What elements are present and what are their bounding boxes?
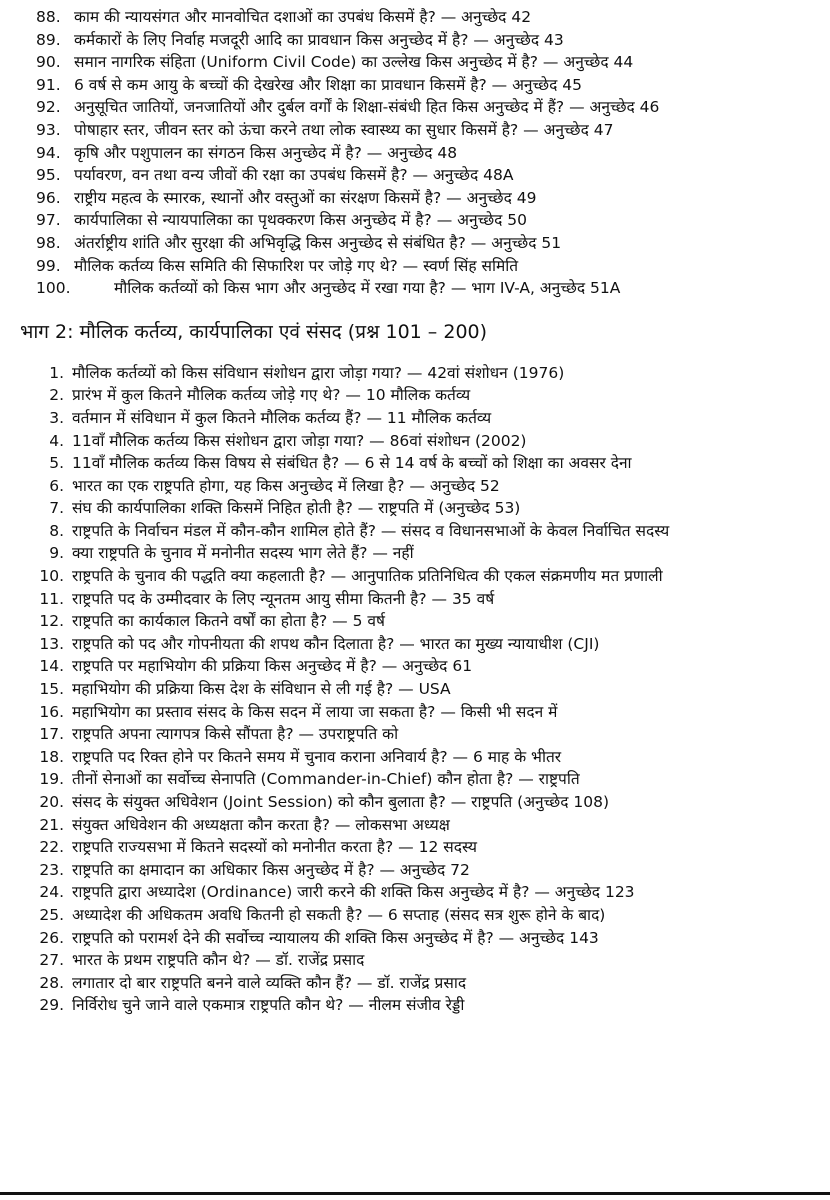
list-item [0,791,830,814]
item-text: संघ की कार्यपालिका शक्ति किसमें निहित होती है? — राष्ट्रपति में (अनुच्छेद 53) [72,499,521,518]
list-item [0,610,830,633]
list-item [0,881,830,904]
item-text: अनुसूचित जातियों, जनजातियों और दुर्बल वर्गों के शिक्षा-संबंधी हित किस अनुच्छेद में हैं? — अनुच्छेद 46 [74,98,660,117]
item-number: 88. [36,8,61,26]
item-number: 90. [36,53,61,72]
item-number: 11. [39,589,64,608]
item-text: प्रारंभ में कुल कितने मौलिक कर्तव्य जोड़े गए थे? — 10 मौलिक कर्तव्य [72,386,471,405]
item-text: मौलिक कर्तव्य किस समिति की सिफारिश पर जोड़े गए थे? — स्वर्ण सिंह समिति [74,256,519,275]
list-item [0,746,830,769]
item-text: पोषाहार स्तर, जीवन स्तर को ऊंचा करने तथा लोक स्वास्थ्य का सुधार किसमें है? — अनुच्छेद 47 [74,120,614,139]
list-item [0,29,830,52]
item-number: 98. [36,233,61,252]
list-item [0,255,830,278]
item-text: राष्ट्रपति को पद और गोपनीयता की शपथ कौन दिलाता है? — भारत का मुख्य न्यायाधीश (CJI) [72,634,600,653]
item-text: संसद के संयुक्त अधिवेशन (Joint Session) को कौन बुलाता है? — राष्ट्रपति (अनुच्छेद 108) [72,793,610,811]
item-text: महाभियोग का प्रस्ताव संसद के किस सदन में लाया जा सकता है? — किसी भी सदन में [72,702,558,721]
item-text: क्या राष्ट्रपति के चुनाव में मनोनीत सदस्य भाग लेते हैं? — नहीं [72,544,414,563]
item-text: मौलिक कर्तव्यों को किस संविधान संशोधन द्वारा जोड़ा गया? — 42वां संशोधन (1976) [72,363,565,382]
item-number: 93. [36,120,61,139]
item-number: 24. [39,883,64,902]
item-number: 25. [39,905,64,924]
list-item [0,904,830,927]
question-list-section [0,362,830,1017]
item-number: 21. [39,815,64,834]
item-number: 16. [39,702,64,721]
list-item [0,836,830,859]
list-item [0,74,830,97]
item-number: 6. [49,476,64,495]
item-text: निर्विरोध चुने जाने वाले एकमात्र राष्ट्रपति कौन थे? — नीलम संजीव रेड्डी [72,996,465,1015]
item-number: 89. [36,30,61,49]
document-page [0,6,830,1017]
list-item [0,814,830,837]
item-number: 7. [49,499,64,518]
list-item [0,452,830,475]
list-item [0,277,830,300]
item-text: 11वाँ मौलिक कर्तव्य किस विषय से संबंधित है? — 6 से 14 वर्ष के बच्चों को शिक्षा का अवसर देना [72,454,632,473]
item-number: 23. [39,860,64,879]
list-item [0,475,830,498]
item-number: 95. [36,166,61,185]
list-item [0,633,830,656]
item-number: 8. [49,521,64,540]
item-text: पर्यावरण, वन तथा वन्य जीवों की रक्षा का उपबंध किसमें है? — अनुच्छेद 48A [74,166,514,185]
item-number: 29. [39,996,64,1015]
list-item [0,701,830,724]
item-number: 91. [36,75,61,94]
item-number: 28. [39,973,64,992]
section-heading: भाग 2: मौलिक कर्तव्य, कार्यपालिका एवं संसद (प्रश्न 101 – 200) [20,320,488,343]
list-item [0,565,830,588]
item-number: 5. [49,454,64,473]
item-number: 92. [36,98,61,117]
list-item [0,232,830,255]
item-text: राष्ट्रपति को परामर्श देने की सर्वोच्च न्यायालय की शक्ति किस अनुच्छेद में है? — अनुच्छेद 143 [72,928,599,947]
item-number: 2. [49,386,64,405]
item-text: अंतर्राष्ट्रीय शांति और सुरक्षा की अभिवृद्धि किस अनुच्छेद से संबंधित है? — अनुच्छेद 51 [74,233,562,252]
item-text: भारत का एक राष्ट्रपति होगा, यह किस अनुच्छेद में लिखा है? — अनुच्छेद 52 [72,476,500,495]
item-text: कर्मकारों के लिए निर्वाह मजदूरी आदि का प्रावधान किस अनुच्छेद में है? — अनुच्छेद 43 [74,30,564,49]
item-number: 3. [49,408,64,427]
item-number: 27. [39,951,64,970]
item-text: राष्ट्रपति का कार्यकाल कितने वर्षों का होता है? — 5 वर्ष [72,612,385,631]
item-text: काम की न्यायसंगत और मानवोचित दशाओं का उपबंध किसमें है? — अनुच्छेद 42 [74,8,532,26]
list-item [0,588,830,611]
list-item [0,497,830,520]
list-item [0,142,830,165]
item-number: 94. [36,143,61,162]
item-number: 9. [49,544,64,563]
item-text: अध्यादेश की अधिकतम अवधि कितनी हो सकती है? — 6 सप्ताह (संसद सत्र शुरू होने के बाद) [72,905,606,924]
item-number: 13. [39,634,64,653]
item-number: 12. [39,612,64,631]
item-text: राष्ट्रपति अपना त्यागपत्र किसे सौंपता है? — उपराष्ट्रपति को [72,725,399,744]
item-number: 17. [39,725,64,744]
list-item [0,430,830,453]
list-item [0,994,830,1017]
item-text: समान नागरिक संहिता (Uniform Civil Code) का उल्लेख किस अनुच्छेद में है? — अनुच्छेद 44 [74,53,634,72]
list-item [0,972,830,995]
list-item [0,520,830,543]
item-text: राष्ट्रपति द्वारा अध्यादेश (Ordinance) जारी करने की शक्ति किस अनुच्छेद में है? — अनुच्छेद 123 [72,883,635,902]
item-number: 100. [36,279,71,298]
item-text: महाभियोग की प्रक्रिया किस देश के संविधान से ली गई है? — USA [72,680,451,699]
item-text: राष्ट्रपति राज्यसभा में कितने सदस्यों को मनोनीत करता है? — 12 सदस्य [72,838,477,857]
item-number: 22. [39,838,64,857]
list-item [0,209,830,232]
list-item [0,859,830,882]
item-number: 14. [39,657,64,676]
list-item [0,407,830,430]
item-number: 99. [36,256,61,275]
item-text: कार्यपालिका से न्यायपालिका का पृथक्करण किस अनुच्छेद में है? — अनुच्छेद 50 [74,211,528,230]
item-number: 96. [36,188,61,207]
item-text: भारत के प्रथम राष्ट्रपति कौन थे? — डॉ. राजेंद्र प्रसाद [72,951,365,970]
item-text: राष्ट्रीय महत्व के स्मारक, स्थानों और वस्तुओं का संरक्षण किसमें है? — अनुच्छेद 49 [74,188,537,207]
item-number: 97. [36,211,61,230]
item-text: तीनों सेनाओं का सर्वोच्च सेनापति (Commander-in-Chief) कौन होता है? — राष्ट्रपति [72,770,580,789]
list-item [0,927,830,950]
list-item [0,362,830,385]
list-item [0,96,830,119]
item-text: संयुक्त अधिवेशन की अध्यक्षता कौन करता है? — लोकसभा अध्यक्ष [72,815,450,834]
list-item [0,655,830,678]
item-text: मौलिक कर्तव्यों को किस भाग और अनुच्छेद में रखा गया है? — भाग IV-A, अनुच्छेद 51A [114,279,621,298]
list-item [0,6,830,29]
list-item [0,51,830,74]
item-text: राष्ट्रपति पद रिक्त होने पर कितने समय में चुनाव कराना अनिवार्य है? — 6 माह के भीतर [72,747,562,766]
list-item [0,164,830,187]
question-list-top [0,6,830,300]
item-text: 6 वर्ष से कम आयु के बच्चों की देखरेख और शिक्षा का प्रावधान किसमें है? — अनुच्छेद 45 [74,75,582,94]
item-text: राष्ट्रपति के निर्वाचन मंडल में कौन-कौन शामिल होते हैं? — संसद व विधानसभाओं के केवल निर्वाचित सदस्य [72,521,670,540]
bottom-divider [0,1192,830,1195]
item-text: 11वाँ मौलिक कर्तव्य किस संशोधन द्वारा जोड़ा गया? — 86वां संशोधन (2002) [72,431,527,450]
item-number: 20. [39,793,64,811]
item-text: लगातार दो बार राष्ट्रपति बनने वाले व्यक्ति कौन हैं? — डॉ. राजेंद्र प्रसाद [72,973,467,992]
item-text: वर्तमान में संविधान में कुल कितने मौलिक कर्तव्य हैं? — 11 मौलिक कर्तव्य [72,408,492,427]
list-item [0,187,830,210]
item-text: राष्ट्रपति पद के उम्मीदवार के लिए न्यूनतम आयु सीमा कितनी है? — 35 वर्ष [72,589,495,608]
list-item [0,542,830,565]
item-text: कृषि और पशुपालन का संगठन किस अनुच्छेद में है? — अनुच्छेद 48 [74,143,458,162]
item-text: राष्ट्रपति के चुनाव की पद्धति क्या कहलाती है? — आनुपातिक प्रतिनिधित्व की एकल संक्रमणीय मत प्रणाली [72,567,663,586]
item-number: 19. [39,770,64,789]
list-item [0,768,830,791]
item-number: 15. [39,680,64,699]
item-text: राष्ट्रपति पर महाभियोग की प्रक्रिया किस अनुच्छेद में है? — अनुच्छेद 61 [72,657,473,676]
item-number: 18. [39,747,64,766]
list-item [0,384,830,407]
item-number: 26. [39,928,64,947]
list-item [0,949,830,972]
item-number: 10. [39,567,64,586]
list-item [0,723,830,746]
list-item [0,678,830,701]
item-text: राष्ट्रपति का क्षमादान का अधिकार किस अनुच्छेद में है? — अनुच्छेद 72 [72,860,470,879]
item-number: 4. [49,431,64,450]
list-item [0,119,830,142]
item-number: 1. [49,363,64,382]
